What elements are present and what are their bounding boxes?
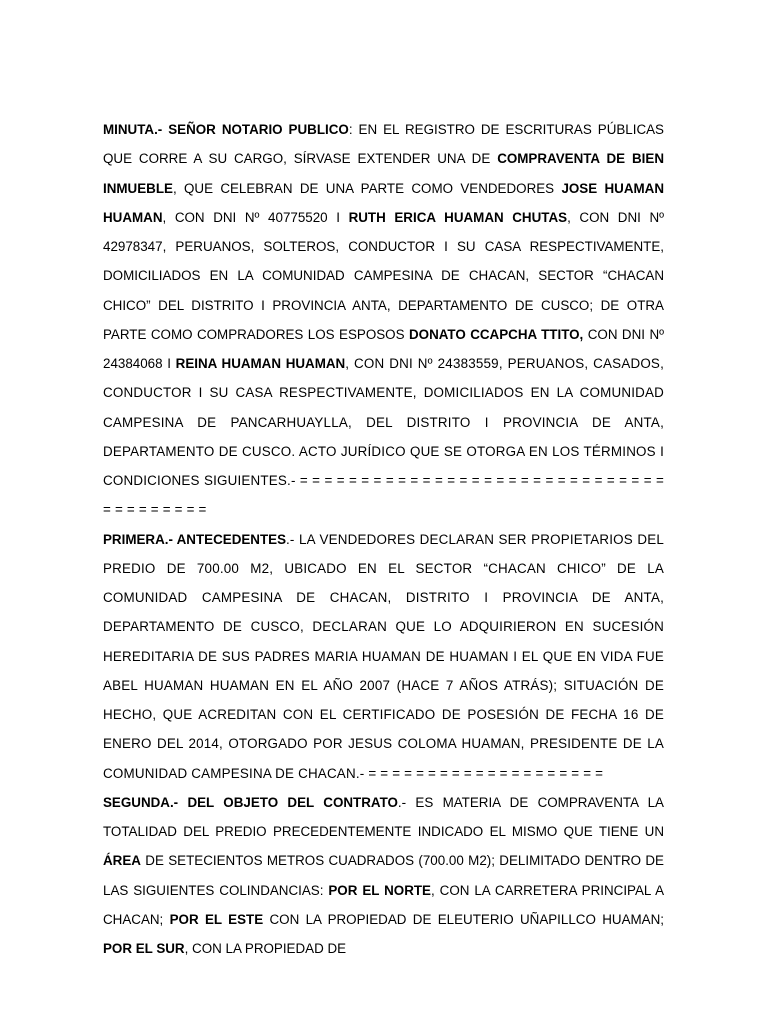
text-span: .- LA VENDEDORES DECLARAN SER PROPIETARIOS DEL PREDIO DE 700.00 M2, UBICADO EN EL SECTOR “CHACAN CHICO” DE LA COMUNIDAD CAMPESINA DE CHACAN, DISTRITO I PROVINCIA DE ANTA, DEPARTAMENTO DE CUSCO, DECLARAN QUE LO ADQUIRIERON EN SUCESIÓN HEREDITARIA DE SUS PADRES MARIA HUAMAN DE HUAMAN I EL QUE EN VIDA FUE ABEL HUAMAN HUAMAN EN EL AÑO 2007 (HACE 7 AÑOS ATRÁS); SITUACIÓN DE HECHO, QUE ACREDITAN CON EL CERTIFICADO DE POSESIÓN DE FECHA 16 DE ENERO DEL 2014, OTORGADO POR JESUS COLOMA HUAMAN, PRESIDENTE DE LA COMUNIDAD CAMPESINA DE CHACAN.- = = = = = = = = = = = = = = = = = = = = — [103, 531, 664, 781]
boundary-north: POR EL NORTE — [328, 882, 431, 898]
text-span: CON LA PROPIEDAD DE ELEUTERIO UÑAPILLCO HUAMAN; — [263, 911, 664, 927]
heading-segunda: SEGUNDA.- DEL OBJETO DEL CONTRATO — [103, 794, 398, 810]
text-span: , QUE CELEBRAN DE UNA PARTE COMO VENDEDORES — [172, 180, 562, 196]
text-span: , CON LA CARRETERA PRINCIPAL A CHACAN; — [103, 882, 664, 927]
paragraph-primera — [103, 525, 664, 788]
heading-minuta: MINUTA.- SEÑOR NOTARIO PUBLICO — [103, 122, 349, 137]
text-span: , CON DNI Nº 42978347, PERUANOS, SOLTEROS, CONDUCTOR I SU CASA RESPECTIVAMENTE, DOMICILIADOS EN LA COMUNIDAD CAMPESINA DE CHACAN, SECTOR “CHACAN CHICO” DEL DISTRITO I PROVINCIA ANTA, DEPARTAMENTO DE CUSCO; DE OTRA PARTE COMO COMPRADORES LOS ESPOSOS — [103, 209, 665, 342]
text-span: : EN EL REGISTRO DE ESCRITURAS PÚBLICAS QUE CORRE A SU CARGO, SÍRVASE EXTENDER UNA DE — [103, 122, 664, 167]
seller-name-2: RUTH ERICA HUAMAN CHUTAS — [348, 209, 568, 225]
text-span: , CON DNI Nº 24383559, PERUANOS, CASADOS, CONDUCTOR I SU CASA RESPECTIVAMENTE, DOMICILIADOS EN LA COMUNIDAD CAMPESINA DE PANCARHUAYLLA, DEL DISTRITO I PROVINCIA DE ANTA, DEPARTAMENTO DE CUSCO. ACTO JURÍDICO QUE SE OTORGA EN LOS TÉRMINOS I CONDICIONES SIGUIENTES.- = = = = = = = = = = = = = = = = = = = = = = = = = = = = = = = = = = = = = = = — [103, 356, 664, 518]
boundary-south: POR EL SUR — [103, 941, 185, 956]
paragraph-segunda — [103, 788, 664, 964]
text-span: , CON LA PROPIEDAD DE — [184, 941, 347, 956]
paragraph-minuta — [103, 115, 664, 525]
text-span: CON DNI Nº 24384068 I — [103, 326, 665, 371]
buyer-name-2: REINA HUAMAN HUAMAN — [175, 356, 346, 371]
area-label: ÁREA — [103, 853, 141, 869]
text-span: .- ES MATERIA DE COMPRAVENTA LA TOTALIDAD DEL PREDIO PRECEDENTEMENTE INDICADO EL MISMO QUE TIENE UN — [103, 794, 664, 839]
seller-name-1: JOSE HUAMAN HUAMAN — [103, 180, 664, 225]
document-page — [103, 115, 664, 963]
text-span: DE SETECIENTOS METROS CUADRADOS (700.00 M2); DELIMITADO DENTRO DE LAS SIGUIENTES COLINDANCIAS: — [103, 853, 664, 898]
boundary-east: POR EL ESTE — [169, 911, 264, 927]
heading-primera: PRIMERA.- ANTECEDENTES — [103, 531, 287, 547]
buyer-name-1: DONATO CCAPCHA TTITO, — [408, 326, 584, 342]
contract-type: COMPRAVENTA DE BIEN INMUEBLE — [103, 151, 664, 196]
text-span: , CON DNI Nº 40775520 I — [162, 209, 349, 225]
